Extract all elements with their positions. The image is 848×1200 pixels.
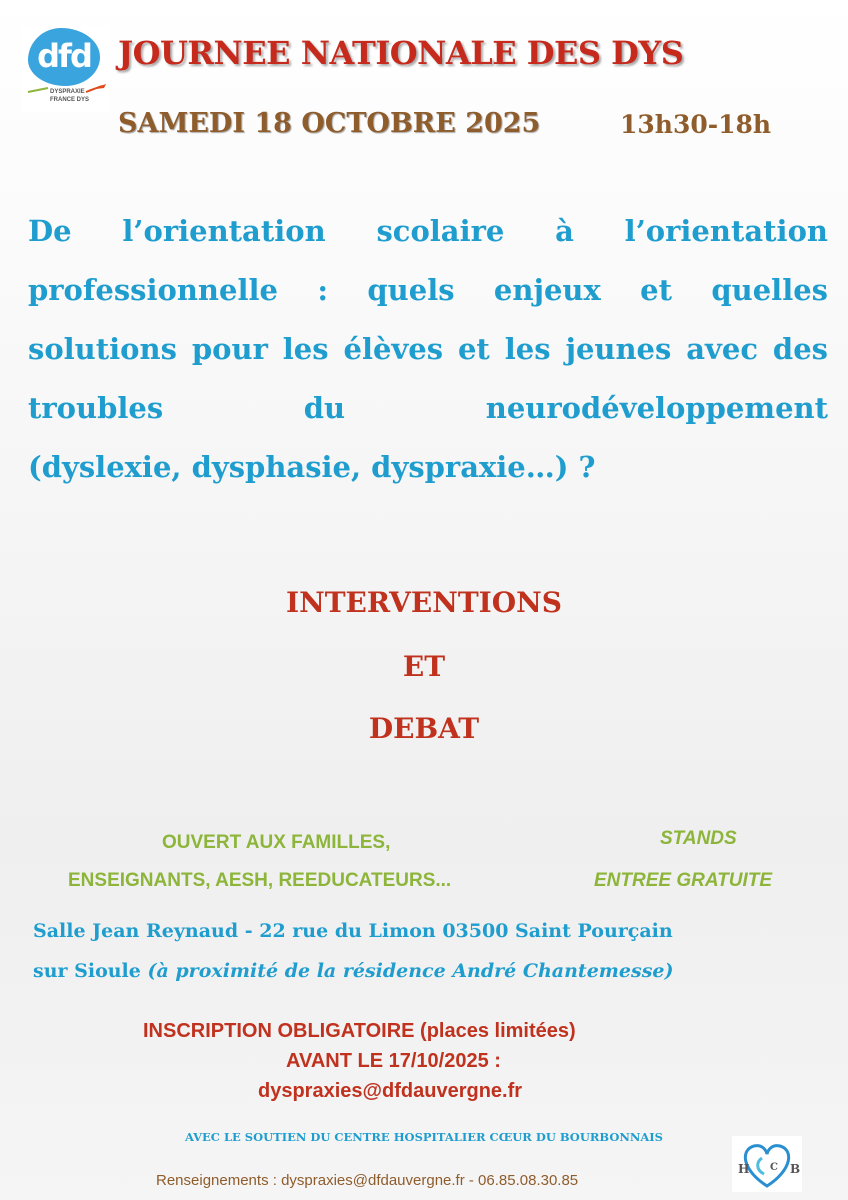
- address-line-2: [33, 960, 823, 982]
- hospital-logo-letter-b: B: [790, 1162, 801, 1176]
- headline-line-4: troubles du neurodéveloppement: [28, 391, 828, 425]
- event-time: 13h30-18h: [620, 110, 772, 139]
- program-line-1: INTERVENTIONS: [286, 586, 562, 619]
- logo-subtitle: [50, 88, 110, 104]
- address-city: sur Sioule: [33, 960, 148, 982]
- dfd-logo: [22, 26, 110, 112]
- address-note: (à proximité de la résidence André Chantemesse): [147, 960, 674, 982]
- registration-limited: (places limitées): [414, 1020, 576, 1042]
- logo-subtitle-2: FRANCE DYS: [50, 97, 90, 103]
- page-title: JOURNEE NATIONALE DES DYS: [118, 34, 684, 72]
- registration-deadline: AVANT LE 17/10/2025 :: [286, 1050, 501, 1072]
- support-notice: AVEC LE SOUTIEN DU CENTRE HOSPITALIER CŒUR DU BOURBONNAIS: [185, 1130, 663, 1144]
- headline: [28, 202, 828, 497]
- footer-contact: Renseignements : dyspraxies@dfdauvergne.fr - 06.85.08.30.85: [156, 1172, 579, 1189]
- registration-required: INSCRIPTION OBLIGATOIRE: [143, 1020, 415, 1042]
- registration-email-link[interactable]: dyspraxies@dfdauvergne.fr: [258, 1080, 523, 1102]
- extras-line-2: ENTREE GRATUITE: [594, 870, 773, 891]
- registration-line-1: [143, 1020, 576, 1043]
- headline-line-5: (dyslexie, dysphasie, dyspraxie…) ?: [28, 450, 596, 484]
- logo-text: dfd: [28, 28, 100, 86]
- hospital-logo-letter-c: C: [770, 1162, 778, 1173]
- audience-line-2: ENSEIGNANTS, AESH, REEDUCATEURS...: [68, 870, 452, 891]
- headline-line-3: solutions pour les élèves et les jeunes avec des: [28, 332, 828, 366]
- program-line-3: DEBAT: [368, 712, 480, 745]
- headline-line-1: De l’orientation scolaire à l’orientation: [28, 214, 828, 248]
- event-date: SAMEDI 18 OCTOBRE 2025: [118, 108, 541, 139]
- hospital-logo: [732, 1136, 802, 1192]
- extras-line-1: STANDS: [660, 828, 737, 849]
- logo-subtitle-1: DYSPRAXIE: [50, 89, 85, 95]
- address-line-1: Salle Jean Reynaud - 22 rue du Limon 03500 Saint Pourçain: [33, 920, 673, 942]
- hospital-logo-letter-h: H: [738, 1162, 750, 1176]
- headline-line-2: professionnelle : quels enjeux et quelles: [28, 273, 828, 307]
- audience-line-1: OUVERT AUX FAMILLES,: [162, 832, 391, 853]
- program-line-2: ET: [402, 650, 446, 683]
